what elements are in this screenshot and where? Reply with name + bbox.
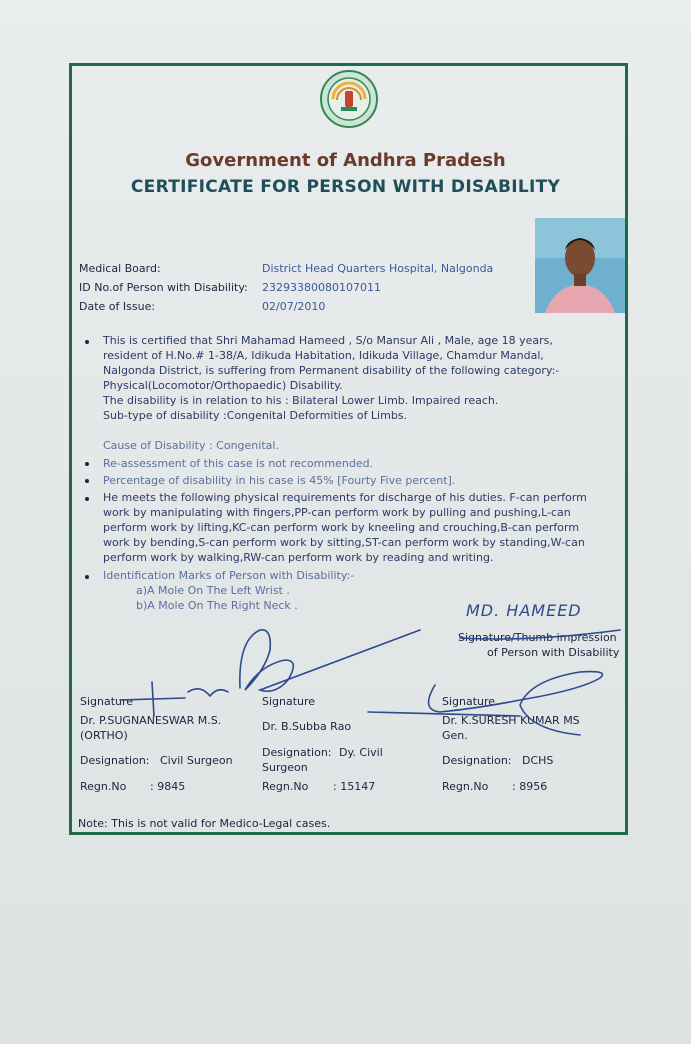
signatory1-regn: : 9845 [150, 780, 186, 793]
medico-legal-note: Note: This is not valid for Medico-Legal cases. [78, 817, 331, 830]
certificate-title: CERTIFICATE FOR PERSON WITH DISABILITY [130, 177, 561, 197]
person-photo [535, 218, 625, 313]
signatory3-regn: : 8956 [512, 780, 548, 793]
bullet [85, 575, 89, 579]
identification-mark-b: b)A Mole On The Right Neck . [136, 599, 298, 612]
signatory1-designation: Civil Surgeon [160, 754, 233, 767]
signatory2-regn: : 15147 [333, 780, 376, 793]
bullet [85, 479, 89, 483]
id-value: 23293380080107011 [262, 281, 381, 294]
date-value: 02/07/2010 [262, 300, 326, 313]
signatory2-designation-cont: Surgeon [262, 761, 308, 774]
signatory2-regn-label: Regn.No [262, 780, 309, 793]
para1-line5: The disability is in relation to his : Bilateral Lower Limb. Impaired reach. [103, 394, 499, 407]
reassessment-text: Re-assessment of this case is not recommended. [103, 457, 374, 470]
signatory1-qualification: (ORTHO) [80, 729, 128, 742]
requirements-line1: He meets the following physical requirements for discharge of his duties. F-can perform [103, 491, 587, 504]
government-heading: Government of Andhra Pradesh [185, 150, 506, 171]
signatory1-designation-label: Designation: [80, 754, 150, 767]
signatory3-regn-label: Regn.No [442, 780, 489, 793]
para1-line6: Sub-type of disability :Congenital Deformities of Limbs. [103, 409, 408, 422]
signatory2-designation: Dy. Civil [339, 746, 383, 759]
identification-mark-a: a)A Mole On The Left Wrist . [136, 584, 290, 597]
para1-line4: Physical(Locomotor/Orthopaedic) Disability. [103, 379, 343, 392]
person-signature-label-line1: Signature/Thumb impression [458, 631, 617, 644]
para1-line3: Nalgonda District, is suffering from Permanent disability of the following category:- [103, 364, 560, 377]
signatory3-designation-label: Designation: [442, 754, 512, 767]
signatory1-name: Dr. P.SUGNANESWAR M.S. [80, 714, 222, 727]
signatory3-signature-label: Signature [442, 695, 496, 708]
andhra-pradesh-emblem-icon [319, 69, 379, 129]
signatory1-signature-label: Signature [80, 695, 134, 708]
medical-board-value: District Head Quarters Hospital, Nalgonda [262, 262, 494, 275]
requirements-line2: work by manipulating with fingers,PP-can perform work by pulling and pushing,L-can [103, 506, 571, 519]
para1-line2: resident of H.No.# 1-38/A, Idikuda Habitation, Idikuda Village, Chamdur Mandal, [103, 349, 544, 362]
medical-board-label: Medical Board: [79, 262, 161, 275]
id-label: ID No.of Person with Disability: [79, 281, 248, 294]
para1-line1: This is certified that Shri Mahamad Hameed , S/o Mansur Ali , Male, age 18 years, [103, 334, 553, 347]
signatory2-designation-label: Designation: [262, 746, 332, 759]
signatory2-signature-label: Signature [262, 695, 316, 708]
requirements-line4: work by bending,S-can perform work by sitting,ST-can perform work by standing,W-can [103, 536, 585, 549]
signatory1-regn-label: Regn.No [80, 780, 127, 793]
signatory3-designation: DCHS [522, 754, 554, 767]
signatory3-qualification: Gen. [442, 729, 468, 742]
cause-of-disability: Cause of Disability : Congenital. [103, 439, 279, 452]
requirements-line5: perform work by walking,RW-can perform work by reading and writing. [103, 551, 494, 564]
bullet [85, 462, 89, 466]
signatory2-name: Dr. B.Subba Rao [262, 720, 352, 733]
bullet [85, 340, 89, 344]
percentage-text: Percentage of disability in his case is 45% [Fourty Five percent]. [103, 474, 456, 487]
person-signature-label-line2: of Person with Disability [487, 646, 620, 659]
bullet [85, 497, 89, 501]
handwritten-signatures [60, 600, 660, 750]
date-label: Date of Issue: [79, 300, 156, 313]
requirements-line3: perform work by lifting,KC-can perform work by kneeling and crouching,B-can perform [103, 521, 580, 534]
person-handwritten-signature: MD. HAMEED [466, 601, 582, 620]
identification-marks-title: Identification Marks of Person with Disability:- [103, 569, 355, 582]
signatory3-name: Dr. K.SURESH KUMAR MS [442, 714, 580, 727]
